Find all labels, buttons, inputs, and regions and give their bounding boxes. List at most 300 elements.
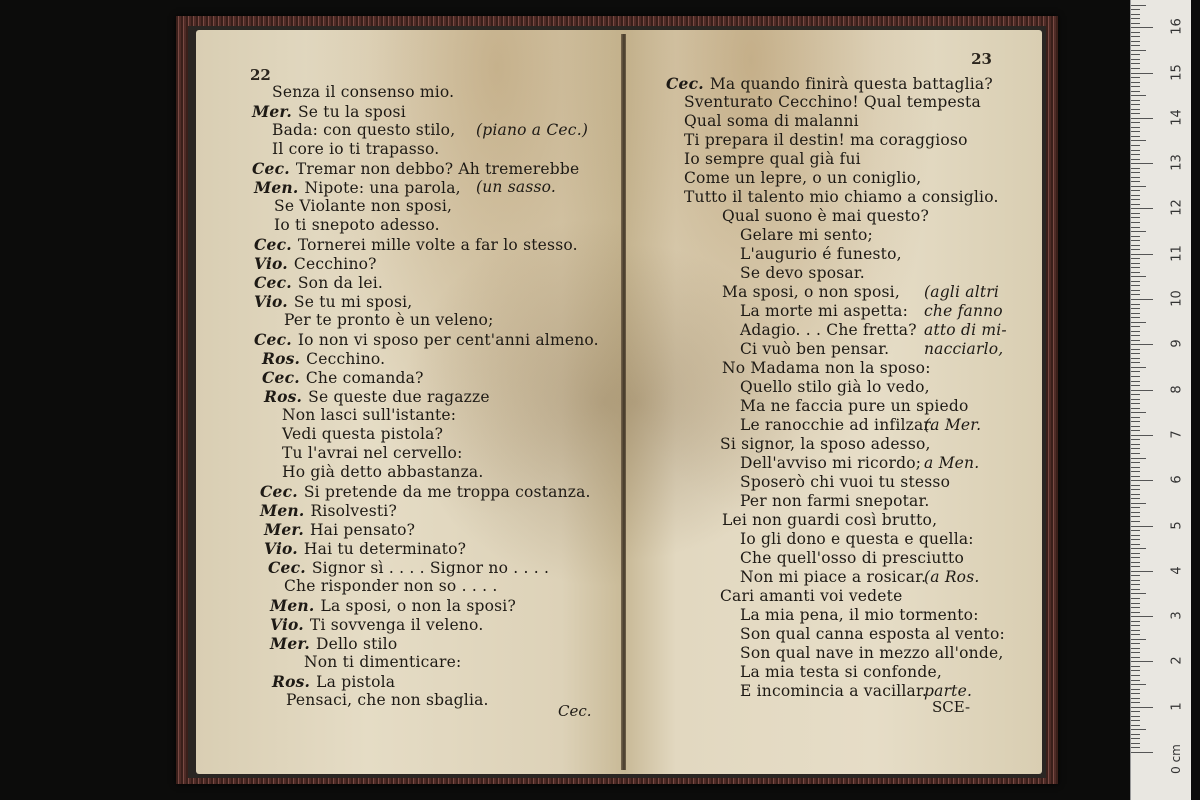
ruler-tick xyxy=(1131,308,1140,309)
ruler-number: 4 xyxy=(1169,566,1185,575)
ruler-tick xyxy=(1131,707,1153,708)
ruler-tick xyxy=(1131,652,1140,653)
verse-line xyxy=(254,292,412,312)
ruler-tick xyxy=(1131,430,1140,431)
ruler-tick xyxy=(1131,91,1140,92)
speaker-label: Cec. xyxy=(254,273,292,292)
verse-line xyxy=(286,691,489,710)
ruler-tick xyxy=(1131,245,1140,246)
ruler-tick xyxy=(1131,249,1140,250)
speaker-label: Men. xyxy=(260,501,305,520)
ruler-number: 11 xyxy=(1169,244,1185,262)
ruler-tick xyxy=(1131,127,1140,128)
verse-line xyxy=(684,131,968,150)
ruler-tick xyxy=(1131,720,1140,721)
verse-line xyxy=(740,454,980,473)
ruler-tick xyxy=(1131,258,1140,259)
ruler-number: 9 xyxy=(1169,339,1185,348)
speaker-label: Ros. xyxy=(262,349,301,368)
ruler-tick xyxy=(1131,73,1153,74)
ruler-tick xyxy=(1131,403,1140,404)
ruler-number: 14 xyxy=(1169,109,1185,126)
left-page xyxy=(196,30,626,774)
verse-text: Cecchino. xyxy=(306,350,386,368)
ruler-tick xyxy=(1131,304,1140,305)
verse-text: Si signor, la sposo adesso, xyxy=(720,435,931,453)
ruler-tick xyxy=(1131,331,1140,332)
ruler-tick xyxy=(1131,566,1140,567)
speaker-label: Mer. xyxy=(252,102,292,121)
verse-text: Son qual nave in mezzo all'onde, xyxy=(740,644,1004,662)
right-page-number: 23 xyxy=(971,50,992,68)
verse-text: E incomincia a vacillar. xyxy=(740,682,928,700)
ruler-tick xyxy=(1131,607,1140,608)
ruler-tick xyxy=(1131,281,1140,282)
verse-line xyxy=(254,235,578,255)
ruler-tick xyxy=(1131,467,1140,468)
ruler-tick xyxy=(1131,439,1140,440)
ruler-tick xyxy=(1131,562,1140,563)
verse-text: Bada: con questo stilo, xyxy=(272,121,456,139)
verse-text: Sventurato Cecchino! Qual tempesta xyxy=(684,93,981,111)
speaker-label: Cec. xyxy=(268,558,306,577)
verse-text: Pensaci, che non sbaglia. xyxy=(286,691,489,709)
ruler-tick xyxy=(1131,698,1140,699)
ruler-tick xyxy=(1131,734,1140,735)
ruler-number: 15 xyxy=(1169,63,1185,81)
ruler-tick xyxy=(1131,208,1153,209)
speaker-label: Cec. xyxy=(254,235,292,254)
ruler-tick xyxy=(1131,195,1140,196)
ruler-tick xyxy=(1131,82,1140,83)
ruler-tick xyxy=(1131,140,1146,141)
ruler-tick xyxy=(1131,589,1140,590)
ruler-tick xyxy=(1131,616,1153,617)
ruler-tick xyxy=(1131,172,1140,173)
ruler-tick xyxy=(1131,36,1140,37)
verse-line xyxy=(720,587,902,606)
speaker-label: Cec. xyxy=(666,74,704,93)
stage-direction: atto di mi- xyxy=(924,321,1007,339)
ruler-tick xyxy=(1131,575,1140,576)
ruler-tick xyxy=(1131,23,1140,24)
ruler-tick xyxy=(1131,639,1146,640)
verse-text: Non mi piace a rosicar. xyxy=(740,568,927,586)
verse-text: Vedi questa pistola? xyxy=(282,425,444,443)
ruler-tick xyxy=(1131,240,1140,241)
verse-line xyxy=(740,663,942,682)
verse-line xyxy=(282,444,463,463)
ruler-number: 5 xyxy=(1169,520,1185,530)
ruler-tick xyxy=(1131,625,1140,626)
verse-line xyxy=(254,330,599,350)
ruler-tick xyxy=(1131,86,1140,87)
verse-line xyxy=(740,625,1005,644)
right-page xyxy=(626,30,1042,774)
verse-line xyxy=(684,188,999,207)
ruler-tick xyxy=(1131,358,1140,359)
verse-text: Ci vuò ben pensar. xyxy=(740,340,890,358)
stage-direction: (a Ros. xyxy=(924,568,980,586)
verse-text: Nipote: una parola, xyxy=(304,179,461,197)
ruler-tick xyxy=(1131,435,1153,436)
verse-line xyxy=(264,387,490,407)
ruler-tick xyxy=(1131,9,1140,10)
ruler-tick xyxy=(1131,68,1140,69)
ruler-tick xyxy=(1131,376,1140,377)
verse-text: Che risponder non so . . . . xyxy=(284,577,498,595)
ruler-tick xyxy=(1131,489,1140,490)
ruler-tick xyxy=(1131,480,1153,481)
ruler-tick xyxy=(1131,657,1140,658)
ruler-number: 8 xyxy=(1169,384,1185,394)
ruler-tick xyxy=(1131,711,1140,712)
verse-line xyxy=(720,435,931,454)
verse-text: Non ti dimenticare: xyxy=(304,653,462,671)
speaker-label: Vio. xyxy=(264,539,298,558)
ruler-tick xyxy=(1131,680,1140,681)
left-catchword: Cec. xyxy=(558,702,592,720)
ruler-tick xyxy=(1131,462,1140,463)
verse-line xyxy=(304,653,461,672)
verse-text: Sposerò chi vuoi tu stesso xyxy=(740,473,951,491)
ruler-tick xyxy=(1131,516,1140,517)
verse-text: L'augurio é funesto, xyxy=(740,245,902,263)
verse-text: La pistola xyxy=(316,673,396,691)
ruler-tick xyxy=(1131,421,1140,422)
ruler-tick xyxy=(1131,643,1140,644)
verse-line xyxy=(740,644,1003,663)
ruler-tick xyxy=(1131,177,1140,178)
verse-line xyxy=(254,273,383,293)
measurement-ruler xyxy=(1130,0,1191,800)
verse-text: Io non vi sposo per cent'anni almeno. xyxy=(297,331,599,349)
ruler-tick xyxy=(1131,535,1140,536)
stage-direction: che fanno xyxy=(924,302,1003,320)
ruler-tick xyxy=(1131,63,1140,64)
ruler-number: 10 xyxy=(1169,290,1185,307)
ruler-tick xyxy=(1131,362,1140,363)
speaker-label: Cec. xyxy=(262,368,300,387)
ruler-tick xyxy=(1131,32,1140,33)
stage-direction: parte. xyxy=(924,682,973,700)
ruler-tick xyxy=(1131,612,1140,613)
right-catchword: SCE- xyxy=(932,698,971,716)
verse-text: Si pretende da me troppa costanza. xyxy=(303,483,591,501)
ruler-tick xyxy=(1131,186,1146,187)
ruler-tick xyxy=(1131,54,1140,55)
ruler-tick xyxy=(1131,471,1140,472)
ruler-tick xyxy=(1131,118,1153,119)
ruler-tick xyxy=(1131,408,1140,409)
left-page-number: 22 xyxy=(250,66,271,84)
ruler-tick xyxy=(1131,498,1140,499)
ruler-tick xyxy=(1131,661,1153,662)
verse-line xyxy=(284,311,494,330)
verse-line xyxy=(284,577,497,596)
ruler-tick xyxy=(1131,593,1146,594)
ruler-tick xyxy=(1131,381,1140,382)
ruler-tick xyxy=(1131,503,1146,504)
ruler-tick xyxy=(1131,752,1153,753)
left-page-text xyxy=(196,30,626,774)
verse-text: Tremar non debbo? Ah tremerebbe xyxy=(295,160,580,178)
ruler-tick xyxy=(1131,684,1146,685)
ruler-tick xyxy=(1131,163,1153,164)
verse-line xyxy=(740,549,964,568)
ruler-tick xyxy=(1131,131,1140,132)
verse-text: Senza il consenso mio. xyxy=(272,83,455,101)
speaker-label: Cec. xyxy=(254,330,292,349)
ruler-tick xyxy=(1131,426,1140,427)
speaker-label: Ros. xyxy=(264,387,303,406)
ruler-tick xyxy=(1131,530,1140,531)
ruler-tick xyxy=(1131,150,1140,151)
stage-direction: (piano a Cec.) xyxy=(476,121,589,139)
ruler-tick xyxy=(1131,453,1140,454)
verse-text: Qual soma di malanni xyxy=(684,112,859,130)
verse-line xyxy=(722,511,937,530)
verse-line xyxy=(268,558,549,578)
stage-direction: a Men. xyxy=(924,454,980,472)
ruler-tick xyxy=(1131,485,1140,486)
ruler-tick xyxy=(1131,222,1140,223)
ruler-tick xyxy=(1131,571,1153,572)
ruler-tick xyxy=(1131,272,1140,273)
ruler-tick xyxy=(1131,670,1140,671)
ruler-tick xyxy=(1131,77,1140,78)
ruler-tick xyxy=(1131,448,1140,449)
ruler-tick xyxy=(1131,344,1153,345)
ruler-tick xyxy=(1131,217,1140,218)
verse-line xyxy=(272,672,395,692)
verse-line xyxy=(270,596,516,616)
verse-line xyxy=(740,568,980,587)
speaker-label: Cec. xyxy=(260,482,298,501)
verse-text: Se devo sposar. xyxy=(740,264,865,282)
speaker-label: Men. xyxy=(270,596,315,615)
verse-text: Ma quando finirà questa battaglia? xyxy=(709,75,993,93)
ruler-tick xyxy=(1131,267,1140,268)
verse-line xyxy=(260,482,591,502)
ruler-tick xyxy=(1131,725,1140,726)
verse-line xyxy=(740,378,930,397)
verse-line xyxy=(270,615,483,635)
speaker-label: Mer. xyxy=(264,520,304,539)
verse-text: Se tu la sposi xyxy=(297,103,406,121)
ruler-tick xyxy=(1131,199,1140,200)
verse-line xyxy=(274,216,440,235)
verse-text: Son qual canna esposta al vento: xyxy=(740,625,1005,643)
verse-text: Non lasci sull'istante: xyxy=(282,406,457,424)
verse-text: Dello stilo xyxy=(315,635,398,653)
verse-line xyxy=(254,178,557,198)
verse-line xyxy=(684,169,921,188)
ruler-number: 1 xyxy=(1169,702,1185,711)
ruler-tick xyxy=(1131,41,1140,42)
ruler-tick xyxy=(1131,236,1140,237)
speaker-label: Mer. xyxy=(270,634,310,653)
verse-text: La mia testa si confonde, xyxy=(740,663,942,681)
verse-line xyxy=(282,425,443,444)
ruler-tick xyxy=(1131,45,1140,46)
ruler-tick xyxy=(1131,322,1146,323)
verse-line xyxy=(740,682,973,701)
ruler-tick xyxy=(1131,213,1140,214)
ruler-tick xyxy=(1131,349,1140,350)
ruler-tick xyxy=(1131,190,1140,191)
speaker-label: Ros. xyxy=(272,672,311,691)
verse-line xyxy=(740,302,1003,321)
ruler-tick xyxy=(1131,263,1140,264)
ruler-tick xyxy=(1131,100,1140,101)
verse-text: Quello stilo già lo vedo, xyxy=(740,378,930,396)
ruler-tick xyxy=(1131,59,1140,60)
ruler-tick xyxy=(1131,231,1146,232)
verse-text: Io ti snepoto adesso. xyxy=(274,216,440,234)
verse-text: Lei non guardi così brutto, xyxy=(722,511,938,529)
ruler-tick xyxy=(1131,648,1140,649)
verse-text: Cari amanti voi vedete xyxy=(720,587,903,605)
verse-line xyxy=(252,159,579,179)
verse-line xyxy=(264,539,466,559)
ruler-tick xyxy=(1131,159,1140,160)
verse-text: Io gli dono e questa e quella: xyxy=(740,530,974,548)
speaker-label: Men. xyxy=(254,178,299,197)
verse-line xyxy=(252,102,406,122)
ruler-tick xyxy=(1131,18,1140,19)
verse-line xyxy=(684,112,859,131)
ruler-tick xyxy=(1131,743,1140,744)
verse-line xyxy=(684,93,981,112)
verse-line xyxy=(272,140,439,159)
ruler-number: 12 xyxy=(1169,199,1185,217)
ruler-tick xyxy=(1131,539,1140,540)
verse-line xyxy=(740,264,865,283)
verse-text: Cecchino? xyxy=(293,255,377,273)
ruler-tick xyxy=(1131,5,1146,6)
verse-text: Per non farmi snepotar. xyxy=(740,492,930,510)
ruler-tick xyxy=(1131,390,1153,391)
ruler-tick xyxy=(1131,634,1140,635)
verse-text: Ma sposi, o non sposi, xyxy=(722,283,900,301)
verse-text: Per te pronto è un veleno; xyxy=(284,311,494,329)
ruler-tick xyxy=(1131,553,1140,554)
verse-line xyxy=(272,121,589,140)
ruler-tick xyxy=(1131,598,1140,599)
verse-line xyxy=(740,245,902,264)
ruler-tick xyxy=(1131,557,1140,558)
ruler-tick xyxy=(1131,181,1140,182)
ruler-tick xyxy=(1131,702,1140,703)
ruler-tick xyxy=(1131,385,1140,386)
ruler-tick xyxy=(1131,603,1140,604)
ruler-tick xyxy=(1131,367,1146,368)
stage-direction: (agli altri xyxy=(924,283,1000,301)
ruler-tick xyxy=(1131,747,1140,748)
ruler-tick xyxy=(1131,317,1140,318)
ruler-tick xyxy=(1131,476,1140,477)
verse-line xyxy=(722,359,931,378)
verse-text: Adagio. . . Che fretta? xyxy=(740,321,917,339)
ruler-unit: 0 cm xyxy=(1168,744,1183,774)
ruler-tick xyxy=(1131,399,1140,400)
ruler-tick xyxy=(1131,417,1140,418)
verse-line xyxy=(260,501,397,521)
verse-text: Io sempre qual già fui xyxy=(684,150,861,168)
ruler-tick xyxy=(1131,507,1140,508)
ruler-tick xyxy=(1131,340,1140,341)
ruler-tick xyxy=(1131,394,1140,395)
ruler-tick xyxy=(1131,458,1146,459)
verse-text: Risolvesti? xyxy=(310,502,397,520)
verse-text: Signor sì . . . . Signor no . . . . xyxy=(311,559,550,577)
ruler-tick xyxy=(1131,294,1140,295)
verse-text: Ti prepara il destin! ma coraggioso xyxy=(684,131,968,149)
ruler-tick xyxy=(1131,290,1140,291)
verse-text: No Madama non la sposo: xyxy=(722,359,931,377)
verse-text: La sposi, o non la sposi? xyxy=(320,597,516,615)
ruler-tick xyxy=(1131,675,1140,676)
verse-line xyxy=(740,340,1004,359)
verse-text: Le ranocchie ad infilzar. xyxy=(740,416,935,434)
verse-line xyxy=(666,74,993,94)
verse-line xyxy=(264,520,415,540)
verse-line xyxy=(740,321,1007,340)
ruler-tick xyxy=(1131,276,1146,277)
verse-text: Hai pensato? xyxy=(309,521,416,539)
verse-line xyxy=(740,226,873,245)
ruler-tick xyxy=(1131,113,1140,114)
ruler-tick xyxy=(1131,716,1140,717)
ruler-tick xyxy=(1131,50,1146,51)
verse-line xyxy=(740,530,974,549)
ruler-tick xyxy=(1131,204,1140,205)
ruler-tick xyxy=(1131,584,1140,585)
verse-line xyxy=(740,397,969,416)
ruler-tick xyxy=(1131,254,1153,255)
ruler-tick xyxy=(1131,227,1140,228)
stage-direction: (un sasso. xyxy=(476,178,557,196)
ruler-tick xyxy=(1131,521,1140,522)
ruler-tick xyxy=(1131,145,1140,146)
ruler-tick xyxy=(1131,512,1140,513)
verse-text: Se tu mi sposi, xyxy=(293,293,413,311)
verse-text: Tornerei mille volte a far lo stesso. xyxy=(297,236,578,254)
ruler-tick xyxy=(1131,104,1140,105)
verse-line xyxy=(722,207,929,226)
ruler-tick xyxy=(1131,168,1140,169)
verse-line xyxy=(740,492,930,511)
verse-text: Come un lepre, o un coniglio, xyxy=(684,169,922,187)
verse-text: Se Violante non sposi, xyxy=(274,197,453,215)
speaker-label: Cec. xyxy=(252,159,290,178)
ruler-tick xyxy=(1131,548,1146,549)
ruler-tick xyxy=(1131,154,1140,155)
ruler-tick xyxy=(1131,630,1140,631)
ruler-tick xyxy=(1131,621,1140,622)
ruler-tick xyxy=(1131,335,1140,336)
ruler-tick xyxy=(1131,95,1146,96)
verse-text: Se queste due ragazze xyxy=(308,388,490,406)
verse-text: Tu l'avrai nel cervello: xyxy=(282,444,463,462)
ruler-tick xyxy=(1131,412,1146,413)
verse-line xyxy=(254,254,377,274)
ruler-number: 13 xyxy=(1169,154,1185,171)
ruler-tick xyxy=(1131,666,1140,667)
ruler-tick xyxy=(1131,580,1140,581)
verse-line xyxy=(262,349,385,369)
